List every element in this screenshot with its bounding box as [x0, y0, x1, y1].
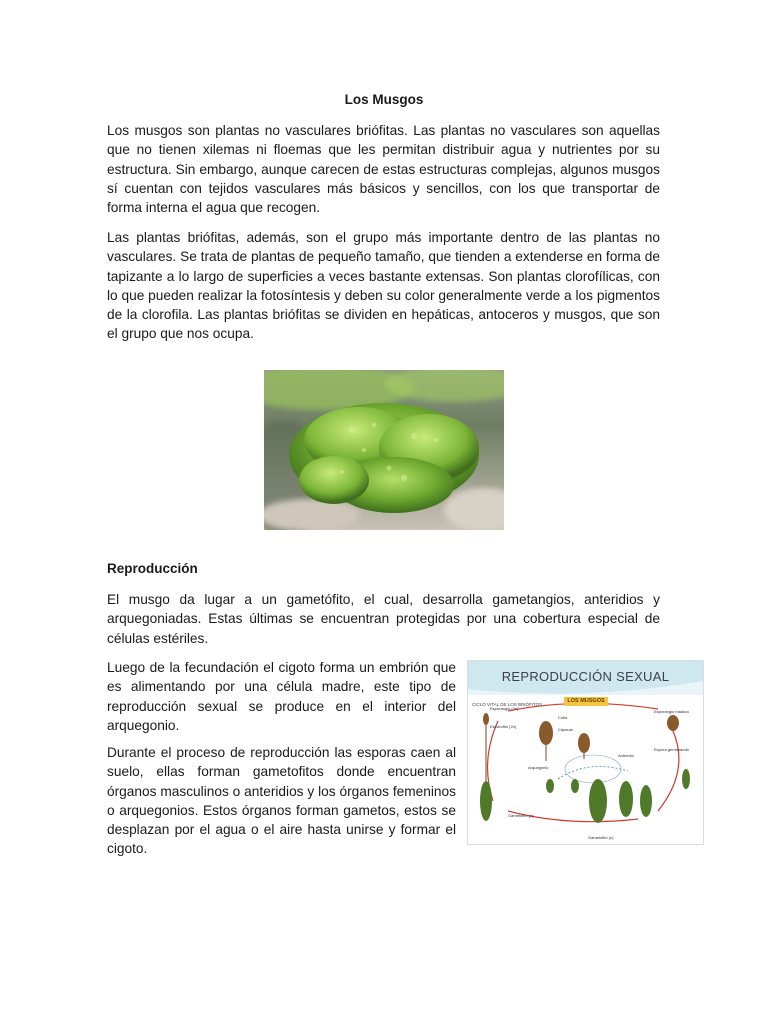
paragraph-briofitas: Las plantas briófitas, además, son el grupo más importante dentro de las plantas no vasculares. Se trata de plantas de pequeño tamaño, que tienden a extenderse en forma de tapizante a lo largo de superficies a veces bastante extensas. Son plantas clorofílicas, con lo que pueden realizar la fotosíntesis y deben su color generalmente verde a los pigmentos de la clorofila. Las plantas briófitas se dividen en hepáticas, antoceros y musgos, que son el grupo que nos ocupa. [107, 230, 660, 342]
moss-photo-graphic [264, 370, 504, 530]
svg-text:Esporofito (2n): Esporofito (2n) [490, 724, 517, 729]
svg-text:Gametofito (n): Gametofito (n) [588, 835, 614, 840]
svg-text:Gametofito (n): Gametofito (n) [508, 813, 534, 818]
paragraph-proceso: Durante el proceso de reproducción las esporas caen al suelo, ellas forman gametofitos donde encuentran órganos masculinos o anteridios y los órganos femeninos o arquegonios. Estos órganos forman gametos, estos se desplazan por el agua o el aire hasta unirse y formar el cigoto. [107, 745, 456, 857]
svg-text:Esporangio maduro: Esporangio maduro [654, 709, 689, 714]
svg-text:Cápsula: Cápsula [558, 727, 573, 732]
svg-text:Esporangio (2n): Esporangio (2n) [490, 706, 519, 711]
svg-text:Espora germinando: Espora germinando [654, 747, 689, 752]
section-heading-reproduccion: Reproducción [107, 561, 198, 576]
document-title: Los Musgos [344, 92, 424, 107]
svg-text:Anteridio: Anteridio [618, 753, 634, 758]
paragraph-fecundacion: Luego de la fecundación el cigoto forma un embrión que es alimentando por una célula madre, este tipo de reproducción sexual se produce en el interior del arquegonio. [107, 660, 456, 733]
svg-text:Cofia: Cofia [558, 715, 568, 720]
diagram-graphic [468, 661, 703, 844]
reproduction-diagram [467, 660, 704, 845]
diagram-subtitle: LOS MUSGOS [564, 697, 608, 706]
paragraph-intro: Los musgos son plantas no vasculares briófitas. Las plantas no vasculares son aquellas que no tienen xilemas ni floemas que les permitan distribuir agua y nutrientes por su estructura. Sin embargo, aunque carecen de estas estructuras complejas, algunos musgos sí cuentan con tejidos vasculares más básicos y sencillos, con los que transportar de forma interna el agua que recogen. [107, 123, 660, 216]
diagram-title: REPRODUCCIÓN SEXUAL [501, 669, 670, 684]
diagram-cycle-label: CICLO VITAL DE LOS BRIÓFITOS [472, 702, 543, 707]
svg-text:Arquegonio: Arquegonio [528, 765, 549, 770]
moss-photo [264, 370, 504, 530]
paragraph-gametofito: El musgo da lugar a un gametófito, el cual, desarrolla gametangios, anteridios y arquegoniadas. Estas últimas se encuentran protegidas por una cobertura especial de células estériles. [107, 592, 660, 646]
